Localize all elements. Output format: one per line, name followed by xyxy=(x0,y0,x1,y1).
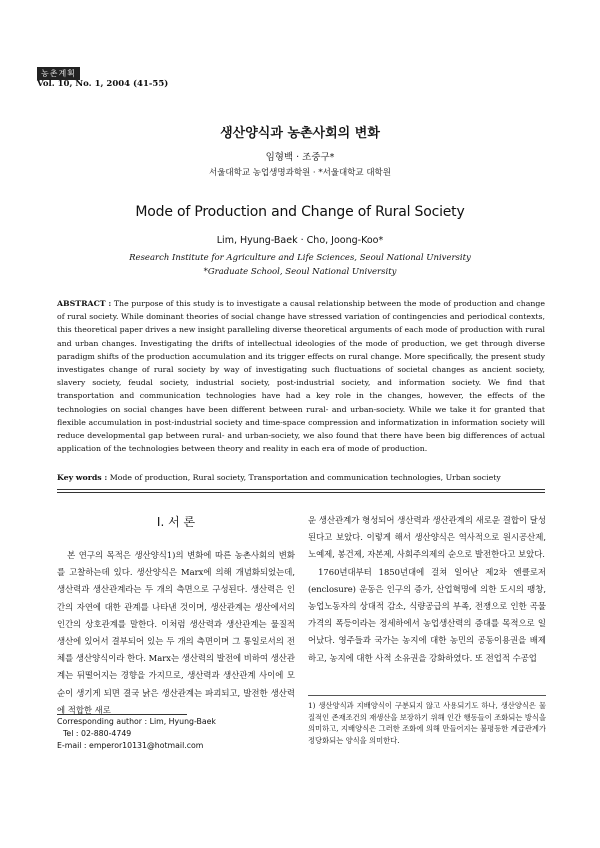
english-affiliation-1: Research Institute for Agriculture and Life Sciences, Seoul National University xyxy=(129,253,471,263)
english-affiliation-2: *Graduate School, Seoul National University xyxy=(203,267,397,277)
body-paragraph: 1760년대부터 1850년대에 걸쳐 일어난 제2차 엔클로저(enclosure) 운동은 인구의 증가, 산업혁명에 의한 도시의 팽창, 농업노동자의 상대적 감소, 식량공급의 부족, 전쟁으로 인한 곡물가격의 폭등이라는 정세하에서 농업생산력의 증대를 목적으로 일어났다. 영주들과 국가는 농지에 대한 농민의 공동이용권을 배제하고, 농지에 대한 사적 소유권을 강화하였다. 또 전업적 수공업 xyxy=(308,566,546,663)
section-heading: I. 서 론 xyxy=(156,515,196,529)
body-left-column xyxy=(57,547,295,719)
korean-title: 생산양식과 농촌사회의 변화 xyxy=(220,126,380,141)
body-right-column xyxy=(308,512,546,667)
abstract-text: The purpose of this study is to investigate a causal relationship between the mode of production and change of rural society. While dominant theories of social change have stressed variation of contingencies and periodical contexts, this theoretical paper drives a new insight paralleling diverse theoretical arguments of each mode of production with rural and urban changes. Investigating the drifts of intellectual ideologies of the mode of production, we get through diverse paradigm shifts of the production accumulation and its trigger effects on rural change. More specifically, the present study investigates change of rural society by way of investigating such fluctuations of societal changes as ancient society, slavery society, feudal society, industrial society, post-industrial society, and information society. We find that transportation and communication technologies have had a key role in the changes, however, the effects of the technologies on social changes have been different between rural- and urban-society. While we take it for granted that flexible accumulation in post-industrial society and time-space compression and informatization in information society will reduce developmental gap between rural- and urban-society, we also found that there have been big differences of actual application of the technologies between theory and reality in each era of mode of production. xyxy=(57,299,546,454)
volume-info: Vol. 10, No. 1, 2004 (41-55) xyxy=(37,79,169,89)
corresponding-author: Corresponding author : Lim, Hyung-Baek xyxy=(57,717,216,726)
body-paragraph: 운 생산관계가 형성되어 생산력과 생산관계의 새로운 결합이 달성된다고 보았다. 이렇게 해서 생산양식은 역사적으로 원시공산제, 노예제, 봉건제, 자본제, 사회주의제의 순으로 발전한다고 보았다. xyxy=(308,515,546,560)
korean-authors: 임형백 · 조중구* xyxy=(265,152,335,163)
footnote-divider xyxy=(308,695,546,696)
body-paragraph: 본 연구의 목적은 생산양식1)의 변화에 따른 농촌사회의 변화를 고찰하는데 있다. 생산양식은 Marx에 의해 개념화되었는데, 생산력과 생산관계라는 두 개의 측면으로 구성된다. 생산력은 인간의 자연에 대한 관계를 나타낸 것이며, 생산관계는 생산에서의 인간의 상호관계를 말한다. 이처럼 생산력과 생산관계는 물질적 생산에 있어서 결부되어 있는 두 개의 측면이며 그 통일로서의 전체를 생산양식이라 한다. Marx는 생산력의 발전에 비하여 생산관계는 뒤떨어지는 경향을 가지므로, 생산력과 생산관계 사이에 모순이 생기게 되면 결국 낡은 생산관계는 파괴되고, 발전한 생산력에 적합한 새로 xyxy=(57,550,295,715)
corresponding-tel: Tel : 02-880-4749 xyxy=(63,728,132,738)
korean-affiliation: 서울대학교 농업생명과학원 · *서울대학교 대학원 xyxy=(209,168,391,178)
keywords-text: Mode of production, Rural society, Transportation and communication technologies, Urban society xyxy=(109,473,501,482)
keywords xyxy=(57,472,545,484)
abstract-label: ABSTRACT : xyxy=(57,299,112,308)
divider xyxy=(57,489,545,490)
correspondence-block xyxy=(57,716,297,751)
corresponding-email: E-mail : emperor10131@hotmail.com xyxy=(57,740,204,750)
journal-badge: 농촌계획 xyxy=(37,67,80,80)
abstract xyxy=(57,297,545,455)
footnote: 1) 생산양식과 지배양식이 구분되지 않고 사용되기도 하나, 생산양식은 물질적인 존재조건의 재생산을 보장하기 위해 인간 행동들이 조화되는 방식을 의미하고, 지배양식은 그러한 조화에 의해 만들어지는 불평등한 계급관계가 정당화되는 양식을 의미한다. xyxy=(308,701,546,745)
divider xyxy=(57,492,545,493)
correspondence-divider xyxy=(57,714,187,715)
keywords-label: Key words : xyxy=(57,473,108,482)
english-title: Mode of Production and Change of Rural Society xyxy=(135,204,465,220)
english-authors: Lim, Hyung-Baek · Cho, Joong-Koo* xyxy=(216,235,384,246)
